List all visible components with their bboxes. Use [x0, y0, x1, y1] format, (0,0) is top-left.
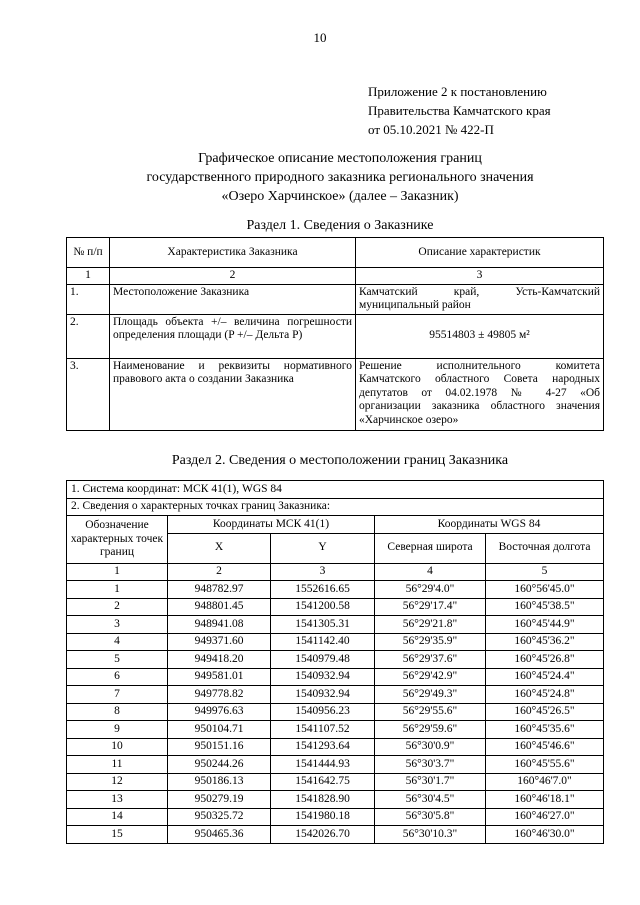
section1-heading: Раздел 1. Сведения о Заказнике	[246, 218, 434, 233]
point-number: 2	[67, 598, 168, 616]
title-line: государственного природного заказника регионального значения	[146, 170, 534, 185]
coord-x: 949581.01	[168, 668, 271, 686]
latitude: 56°29'49.3"	[375, 686, 486, 704]
appendix-line: Приложение 2 к постановлению	[368, 84, 547, 99]
latitude: 56°29'55.6"	[375, 703, 486, 721]
coord-x: 949371.60	[168, 633, 271, 651]
point-number: 7	[67, 686, 168, 704]
latitude: 56°29'21.8"	[375, 616, 486, 634]
index-cell: 2	[110, 268, 356, 285]
appendix-note	[368, 82, 551, 139]
points-caption-row: 2. Сведения о характерных точках границ Заказника:	[67, 498, 604, 516]
longitude: 160°45'24.8"	[486, 686, 604, 704]
latitude: 56°30'4.5"	[375, 791, 486, 809]
longitude: 160°45'24.4"	[486, 668, 604, 686]
index-cell: 1	[67, 563, 168, 581]
coord-y: 1541828.90	[271, 791, 375, 809]
latitude: 56°30'1.7"	[375, 773, 486, 791]
coord-x: 950186.13	[168, 773, 271, 791]
coord-x: 949418.20	[168, 651, 271, 669]
longitude: 160°45'26.5"	[486, 703, 604, 721]
title-line: «Озеро Харчинское» (далее – Заказник)	[221, 189, 459, 204]
header-characteristic: Характеристика Заказника	[110, 238, 356, 268]
document-title	[0, 149, 640, 206]
coord-y: 1540932.94	[271, 668, 375, 686]
header-north: Северная широта	[375, 533, 486, 563]
longitude: 160°45'38.5"	[486, 598, 604, 616]
row-num: 1.	[67, 284, 110, 314]
header-designation: Обозначение характерных точек границ	[67, 516, 168, 564]
header-x: X	[168, 533, 271, 563]
coord-x: 950279.19	[168, 791, 271, 809]
point-number: 12	[67, 773, 168, 791]
point-number: 10	[67, 738, 168, 756]
latitude: 56°29'35.9"	[375, 633, 486, 651]
table-row	[67, 703, 604, 721]
longitude: 160°45'26.8"	[486, 651, 604, 669]
longitude: 160°45'55.6"	[486, 756, 604, 774]
table-row	[67, 791, 604, 809]
header-description: Описание характеристик	[356, 238, 604, 268]
index-cell: 3	[356, 268, 604, 285]
row-num: 3.	[67, 358, 110, 430]
row-characteristic: Местоположение Заказника	[110, 284, 356, 314]
header-num: № п/п	[67, 238, 110, 268]
latitude: 56°29'4.0"	[375, 581, 486, 599]
coord-y: 1552616.65	[271, 581, 375, 599]
latitude: 56°30'3.7"	[375, 756, 486, 774]
coord-x: 948801.45	[168, 598, 271, 616]
row-description: 95514803 ± 49805 м²	[356, 314, 604, 358]
longitude: 160°46'27.0"	[486, 808, 604, 826]
coord-y: 1541107.52	[271, 721, 375, 739]
row-num: 2.	[67, 314, 110, 358]
boundary-points-table	[66, 480, 604, 844]
coord-x: 949976.63	[168, 703, 271, 721]
longitude: 160°46'7.0"	[486, 773, 604, 791]
index-cell: 5	[486, 563, 604, 581]
row-characteristic: Площадь объекта +/– величина погрешности определения площади (P +/– Дельта P)	[110, 314, 356, 358]
coord-x: 950325.72	[168, 808, 271, 826]
coord-y: 1541200.58	[271, 598, 375, 616]
table-row	[67, 633, 604, 651]
title-line: Графическое описание местоположения границ	[198, 151, 482, 166]
point-number: 3	[67, 616, 168, 634]
point-number: 8	[67, 703, 168, 721]
header-east: Восточная долгота	[486, 533, 604, 563]
coord-y: 1541293.64	[271, 738, 375, 756]
appendix-line: Правительства Камчатского края	[368, 103, 551, 118]
coord-y: 1541980.18	[271, 808, 375, 826]
table-row	[67, 756, 604, 774]
table-row	[67, 721, 604, 739]
point-number: 14	[67, 808, 168, 826]
latitude: 56°30'10.3"	[375, 826, 486, 844]
coord-y: 1541642.75	[271, 773, 375, 791]
header-msk: Координаты МСК 41(1)	[168, 516, 375, 534]
coord-x: 950244.26	[168, 756, 271, 774]
points-body	[67, 581, 604, 844]
coord-y: 1540932.94	[271, 686, 375, 704]
point-number: 4	[67, 633, 168, 651]
latitude: 56°30'5.8"	[375, 808, 486, 826]
table-row	[67, 686, 604, 704]
longitude: 160°45'44.9"	[486, 616, 604, 634]
index-cell: 3	[271, 563, 375, 581]
reserve-info-table	[66, 237, 604, 431]
coord-x: 949778.82	[168, 686, 271, 704]
coordinate-system-row: 1. Система координат: МСК 41(1), WGS 84	[67, 481, 604, 499]
coord-x: 950104.71	[168, 721, 271, 739]
table-row	[67, 738, 604, 756]
section2-heading: Раздел 2. Сведения о местоположении границ Заказника	[171, 453, 509, 468]
coord-y: 1541444.93	[271, 756, 375, 774]
table-row	[67, 826, 604, 844]
table-row	[67, 651, 604, 669]
index-cell: 4	[375, 563, 486, 581]
latitude: 56°29'42.9"	[375, 668, 486, 686]
coord-x: 950151.16	[168, 738, 271, 756]
point-number: 13	[67, 791, 168, 809]
table-row	[67, 581, 604, 599]
index-cell: 1	[67, 268, 110, 285]
header-wgs: Координаты WGS 84	[375, 516, 604, 534]
point-number: 6	[67, 668, 168, 686]
point-number: 1	[67, 581, 168, 599]
longitude: 160°45'46.6"	[486, 738, 604, 756]
table-row	[67, 773, 604, 791]
point-number: 5	[67, 651, 168, 669]
coord-y: 1542026.70	[271, 826, 375, 844]
coord-x: 950465.36	[168, 826, 271, 844]
longitude: 160°46'18.1"	[486, 791, 604, 809]
table-row	[67, 668, 604, 686]
coord-y: 1541305.31	[271, 616, 375, 634]
point-number: 9	[67, 721, 168, 739]
row-description: Решение исполнительного комитета Камчатского областного Совета народных депутатов от 04.02.1978 № 4-27 «Об организации заказника областного значения «Харчинское озеро»	[356, 358, 604, 430]
coord-y: 1540956.23	[271, 703, 375, 721]
coord-x: 948782.97	[168, 581, 271, 599]
latitude: 56°29'17.4"	[375, 598, 486, 616]
coord-x: 948941.08	[168, 616, 271, 634]
table-row	[67, 598, 604, 616]
latitude: 56°30'0.9"	[375, 738, 486, 756]
longitude: 160°46'30.0"	[486, 826, 604, 844]
table-row	[67, 616, 604, 634]
page-number: 10	[313, 30, 327, 45]
longitude: 160°56'45.0"	[486, 581, 604, 599]
longitude: 160°45'36.2"	[486, 633, 604, 651]
appendix-line: от 05.10.2021 № 422-П	[368, 122, 494, 137]
coord-y: 1540979.48	[271, 651, 375, 669]
latitude: 56°29'37.6"	[375, 651, 486, 669]
table-row	[67, 808, 604, 826]
row-description: Камчатский край, Усть-Камчатский муниципальный район	[356, 284, 604, 314]
row-characteristic: Наименование и реквизиты нормативного правового акта о создании Заказника	[110, 358, 356, 430]
index-cell: 2	[168, 563, 271, 581]
latitude: 56°29'59.6"	[375, 721, 486, 739]
point-number: 15	[67, 826, 168, 844]
longitude: 160°45'35.6"	[486, 721, 604, 739]
header-y: Y	[271, 533, 375, 563]
point-number: 11	[67, 756, 168, 774]
coord-y: 1541142.40	[271, 633, 375, 651]
